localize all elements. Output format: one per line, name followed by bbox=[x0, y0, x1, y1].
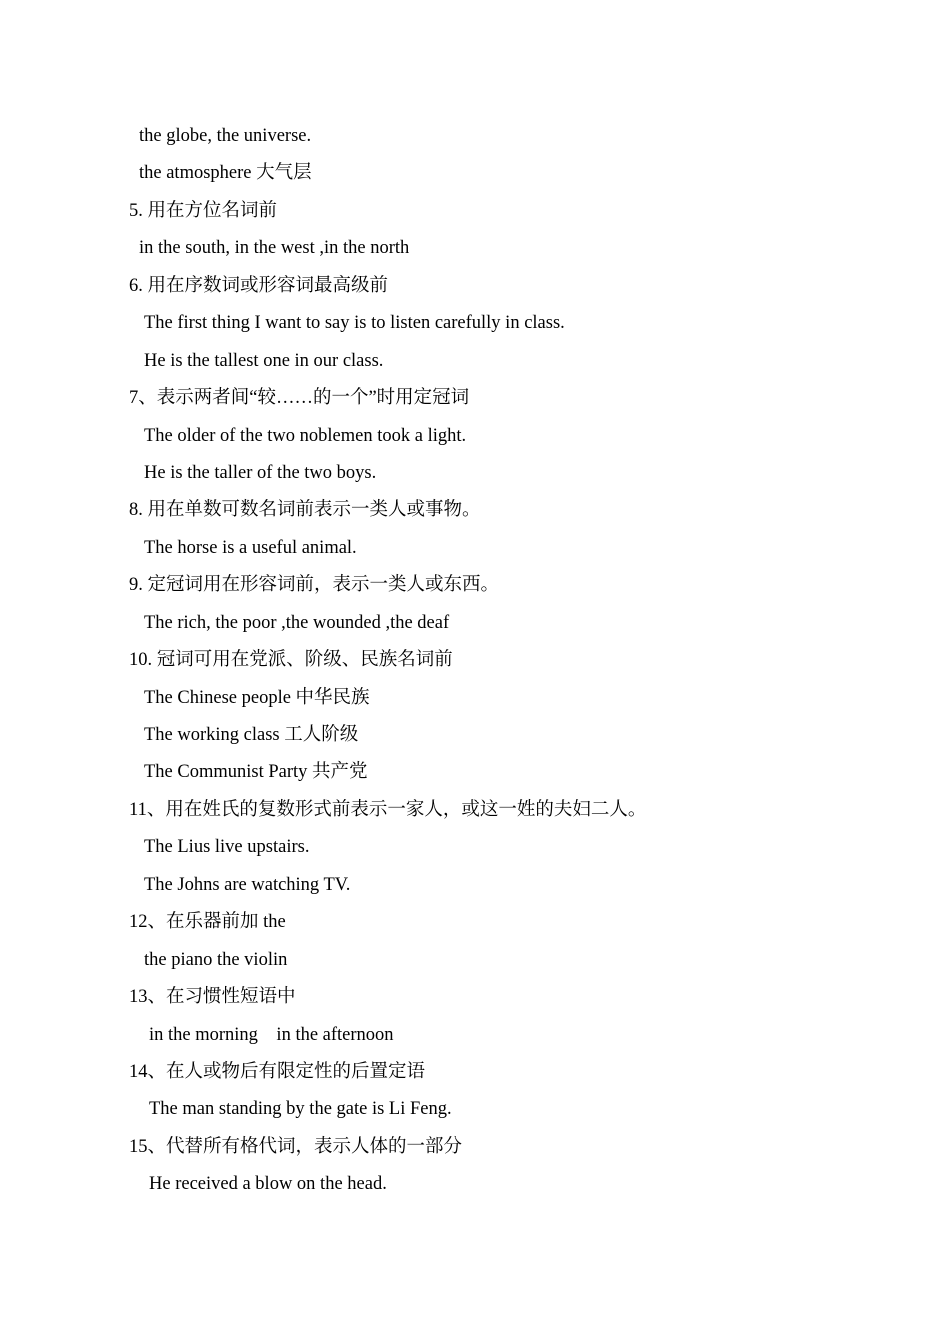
rule-heading: 11、用在姓氏的复数形式前表示一家人，或这一姓的夫妇二人。 bbox=[129, 799, 647, 820]
example-line: He received a blow on the head. bbox=[149, 1174, 387, 1195]
rule-heading: 12、在乐器前加 the bbox=[129, 912, 286, 933]
rule-heading: 6. 用在序数词或形容词最高级前 bbox=[129, 275, 389, 296]
rule-heading: 14、在人或物后有限定性的后置定语 bbox=[129, 1061, 426, 1082]
rule-heading: 15、代替所有格代词，表示人体的一部分 bbox=[129, 1136, 463, 1157]
example-line: in the morning in the afternoon bbox=[149, 1024, 394, 1045]
example-line: The rich, the poor ,the wounded ,the deaf bbox=[144, 612, 450, 633]
example-line: The Johns are watching TV. bbox=[144, 874, 351, 895]
rule-heading: 5. 用在方位名词前 bbox=[129, 200, 278, 221]
example-line: He is the taller of the two boys. bbox=[144, 462, 377, 483]
example-line: The Chinese people 中华民族 bbox=[144, 687, 370, 708]
example-line: The working class 工人阶级 bbox=[144, 725, 359, 745]
rule-heading: 9. 定冠词用在形容词前，表示一类人或东西。 bbox=[129, 575, 500, 596]
rule-heading: 10. 冠词可用在党派、阶级、民族名词前 bbox=[129, 650, 453, 671]
example-line: He is the tallest one in our class. bbox=[144, 350, 384, 371]
rule-heading: 7、表示两者间“较……的一个”时用定冠词 bbox=[129, 388, 470, 409]
example-line: in the south, in the west ,in the north bbox=[139, 238, 410, 259]
example-line: The Communist Party 共产党 bbox=[144, 762, 368, 783]
example-line: The older of the two noblemen took a light. bbox=[144, 425, 467, 446]
rule-heading: 8. 用在单数可数名词前表示一类人或事物。 bbox=[129, 500, 481, 521]
example-line: The Lius live upstairs. bbox=[144, 837, 310, 858]
example-line: The horse is a useful animal. bbox=[144, 537, 357, 558]
example-line: The man standing by the gate is Li Feng. bbox=[149, 1099, 452, 1120]
example-line: the piano the violin bbox=[144, 949, 288, 970]
example-line: the atmosphere 大气层 bbox=[139, 163, 312, 184]
rule-heading: 13、在习惯性短语中 bbox=[129, 987, 296, 1008]
document-page bbox=[0, 118, 950, 1204]
example-line: the globe, the universe. bbox=[139, 126, 312, 146]
example-line: The first thing I want to say is to listen carefully in class. bbox=[144, 313, 565, 334]
